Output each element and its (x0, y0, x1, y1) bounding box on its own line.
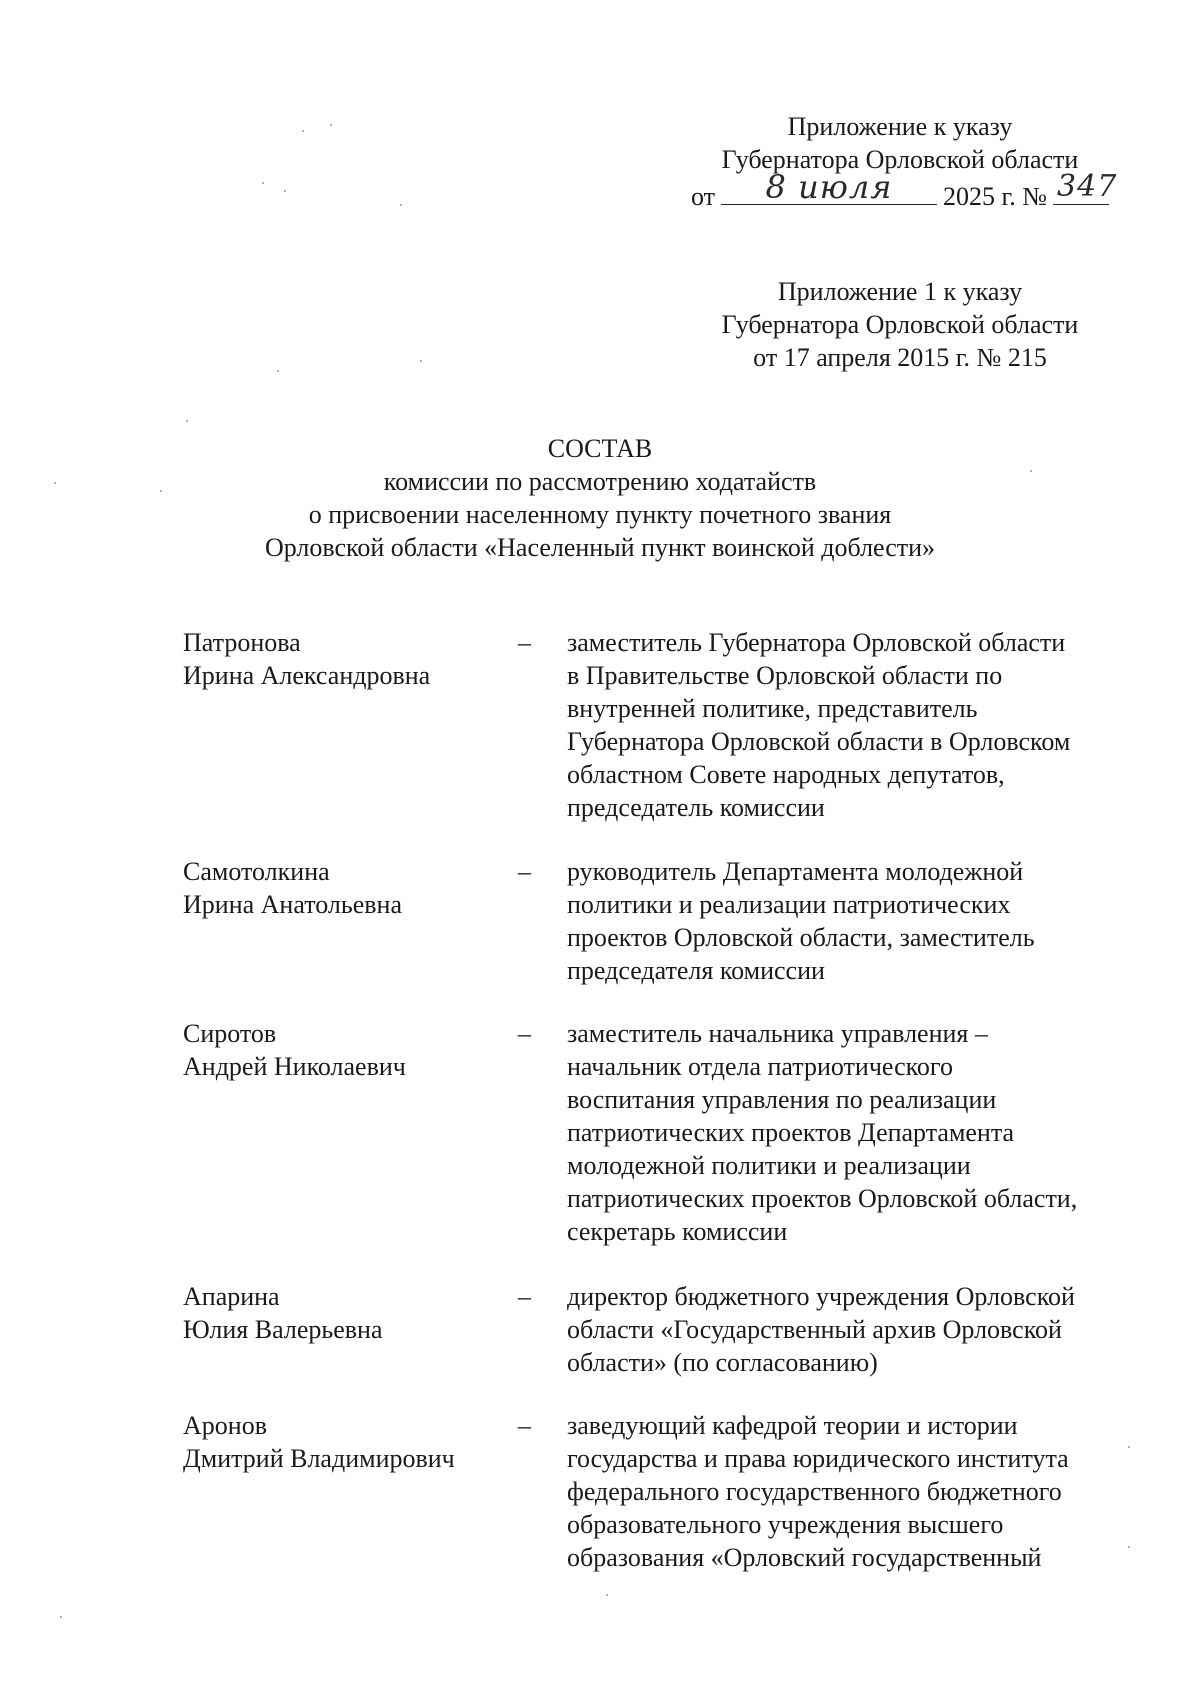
role-line: области «Государственный архив Орловской (567, 1315, 1062, 1344)
appendix-original-header (665, 275, 1135, 374)
member-entry (183, 855, 1143, 1017)
member-name (183, 1017, 518, 1280)
scan-speck (330, 124, 332, 126)
role-line: директор бюджетного учреждения Орловской (567, 1282, 1075, 1311)
member-name (183, 1409, 518, 1574)
member-name (183, 1280, 518, 1409)
handwritten-date: 8 июля (765, 168, 893, 206)
appendix-original-line3: от 17 апреля 2015 г. № 215 (753, 343, 1047, 372)
member-entry (183, 626, 1143, 855)
role-line: молодежной политики и реализации (567, 1151, 971, 1180)
appendix-current-year: 2025 г. № (942, 182, 1048, 211)
appendix-original-line1: Приложение 1 к указу (777, 277, 1023, 306)
role-line: патриотических проектов Орловской области, (567, 1184, 1078, 1213)
role-line: образования «Орловский государственный (567, 1543, 1042, 1572)
scan-speck (186, 420, 188, 422)
document-title (0, 432, 1200, 564)
role-line: в Правительстве Орловской области по (567, 661, 1003, 690)
scan-speck (1128, 1446, 1130, 1448)
member-dash: – (518, 857, 531, 886)
appendix-current-date-line (665, 168, 1135, 213)
role-line: политики и реализации патриотических (567, 890, 1011, 919)
role-line: федерального государственного бюджетного (567, 1477, 1062, 1506)
scan-speck (420, 360, 422, 362)
scan-speck (284, 190, 286, 192)
scan-speck (60, 1616, 62, 1618)
member-entry (183, 1017, 1143, 1280)
role-line: образовательного учреждения высшего (567, 1510, 1004, 1539)
scan-speck (606, 1594, 608, 1596)
title-line4: Орловской области «Населенный пункт воинской доблести» (264, 533, 936, 562)
title-line2: комиссии по рассмотрению ходатайств (383, 467, 817, 496)
appendix-current-line2: Губернатора Орловской области (721, 145, 1079, 174)
role-line: начальник отдела патриотического (567, 1052, 953, 1081)
members-list (183, 626, 1143, 1574)
member-surname: Аронов (183, 1411, 267, 1440)
appendix-original-line2: Губернатора Орловской области (721, 310, 1079, 339)
member-given-name: Андрей Николаевич (183, 1052, 406, 1081)
member-name (183, 855, 518, 1017)
member-dash: – (518, 1282, 531, 1311)
member-given-name: Дмитрий Владимирович (183, 1444, 455, 1473)
member-given-name: Ирина Анатольевна (183, 890, 402, 919)
scan-speck (262, 182, 264, 184)
scan-speck (1128, 1546, 1130, 1548)
appendix-current-header (665, 110, 1135, 213)
scan-speck (302, 130, 304, 132)
member-given-name: Юлия Валерьевна (183, 1315, 383, 1344)
role-line: заведующий кафедрой теории и истории (567, 1411, 1018, 1440)
role-line: внутренней политике, представитель (567, 694, 978, 723)
role-line: заместитель начальника управления – (567, 1019, 988, 1048)
role-line: Губернатора Орловской области в Орловском (567, 727, 1071, 756)
appendix-current-from: от (690, 182, 715, 211)
member-dash: – (518, 1411, 531, 1440)
member-surname: Апарина (183, 1282, 280, 1311)
number-signature-field (1053, 169, 1118, 205)
scan-speck (277, 370, 279, 372)
member-dash: – (518, 628, 531, 657)
member-surname: Самотолкина (183, 857, 330, 886)
handwritten-number: 347 (1057, 169, 1118, 204)
role-line: заместитель Губернатора Орловской области (567, 628, 1066, 657)
scan-speck (400, 204, 402, 206)
scan-speck (160, 490, 162, 492)
member-role (567, 626, 1143, 855)
scan-speck (1030, 470, 1032, 472)
member-role (567, 1409, 1143, 1574)
member-name (183, 626, 518, 855)
role-line: государства и права юридического института (567, 1444, 1069, 1473)
member-role (567, 1280, 1143, 1409)
member-given-name: Ирина Александровна (183, 661, 431, 690)
role-line: председателя комиссии (567, 956, 825, 985)
role-line: патриотических проектов Департамента (567, 1118, 1015, 1147)
member-surname: Патронова (183, 628, 301, 657)
member-surname: Сиротов (183, 1019, 277, 1048)
role-line: воспитания управления по реализации (567, 1085, 997, 1114)
member-role (567, 1017, 1143, 1280)
title-line3: о присвоении населенному пункту почетного звания (308, 500, 892, 529)
appendix-current-line1: Приложение к указу (787, 112, 1013, 141)
role-line: проектов Орловской области, заместитель (567, 923, 1035, 952)
scan-speck (54, 482, 56, 484)
member-dash: – (518, 1019, 531, 1048)
member-role (567, 855, 1143, 1017)
date-signature-field (721, 168, 937, 206)
role-line: руководитель Департамента молодежной (567, 857, 1024, 886)
title-line1: СОСТАВ (547, 434, 653, 463)
member-entry (183, 1280, 1143, 1409)
role-line: области» (по согласованию) (567, 1348, 878, 1377)
role-line: председатель комиссии (567, 793, 825, 822)
role-line: секретарь комиссии (567, 1217, 788, 1246)
member-entry (183, 1409, 1143, 1574)
role-line: областном Совете народных депутатов, (567, 760, 1005, 789)
